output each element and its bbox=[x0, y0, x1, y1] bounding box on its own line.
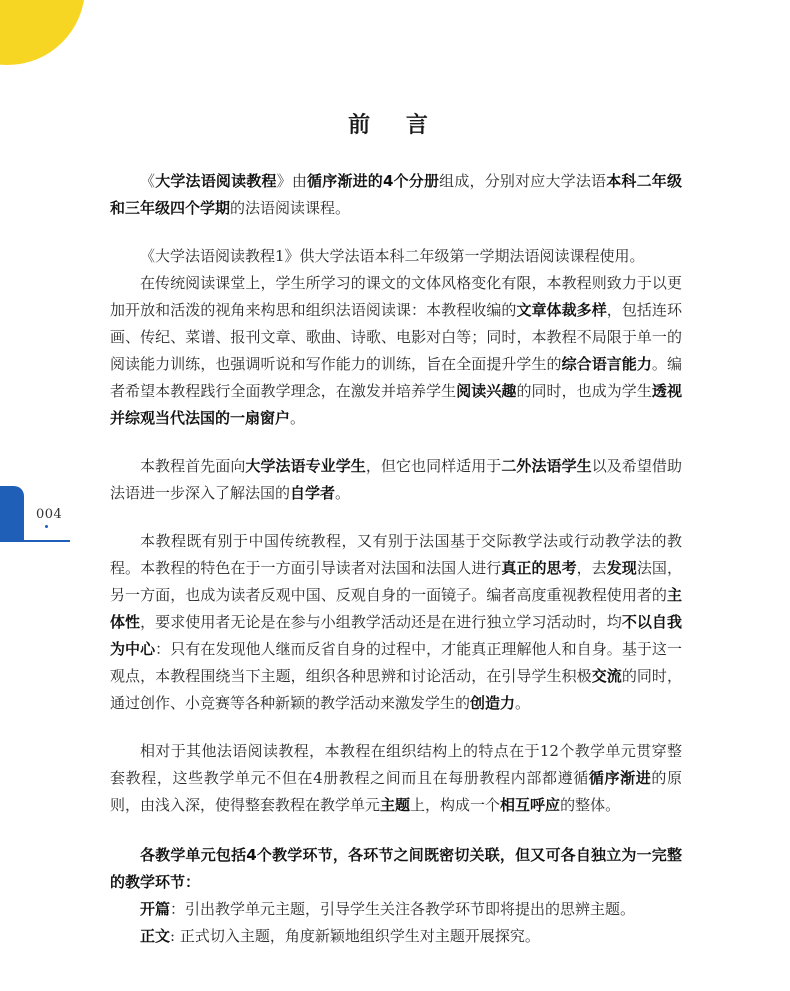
paragraph-spacer bbox=[110, 222, 682, 243]
text-run: 的整体。 bbox=[560, 796, 621, 814]
text-run: 。 bbox=[515, 694, 531, 712]
paragraph-spacer bbox=[110, 507, 682, 528]
text-run: 的原则，由浅入深，使得整套教程在教学单元 bbox=[110, 769, 682, 814]
paragraph bbox=[110, 528, 682, 717]
bold-text: 正文 bbox=[140, 927, 171, 945]
text-run: ，去 bbox=[576, 559, 607, 577]
text-run: 。编者希望本教程践行全面教学理念，在激发并培养学生 bbox=[110, 355, 682, 400]
bold-text: 透视并综观当代法国的一扇窗户 bbox=[110, 382, 682, 427]
paragraph-spacer bbox=[110, 717, 682, 738]
yellow-corner-circle bbox=[0, 0, 85, 65]
page-title: 前 言 bbox=[348, 111, 442, 138]
bold-text: 不以自我为中心 bbox=[110, 613, 682, 658]
text-run: 组成，分别对应大学法语 bbox=[439, 172, 607, 190]
bold-text: 自学者 bbox=[290, 484, 336, 502]
text-run: : 正式切入主题，角度新颖地组织学生对主题开展探究。 bbox=[170, 927, 540, 945]
bold-text: 创造力 bbox=[470, 694, 516, 712]
bold-text: 大学法语阅读教程 bbox=[155, 172, 277, 190]
text-run: 《大学法语阅读教程1》供大学法语本科二年级第一学期法语阅读课程使用。 bbox=[140, 247, 645, 265]
text-run: 的同时，通过创作、小竞赛等各种新颖的教学活动来激发学生的 bbox=[110, 667, 682, 712]
text-run: 。 bbox=[335, 484, 351, 502]
paragraph bbox=[110, 270, 682, 432]
text-run: 本教程首先面向 bbox=[140, 457, 246, 475]
paragraph bbox=[110, 923, 682, 950]
bold-text: 主体性 bbox=[110, 586, 682, 631]
text-run: 以及希望借助法语进一步深入了解法国的 bbox=[110, 457, 682, 502]
paragraph bbox=[110, 738, 682, 819]
paragraph bbox=[110, 896, 682, 923]
text-run: ，要求使用者无论是在参与小组教学活动还是在进行独立学习活动时，均 bbox=[140, 613, 622, 631]
bold-text: 发现 bbox=[606, 559, 637, 577]
bold-text: 综合语言能力 bbox=[561, 355, 652, 373]
page-number-rule bbox=[0, 540, 70, 542]
bold-text: 大学法语专业学生 bbox=[245, 457, 366, 475]
bold-text: 真正的思考 bbox=[501, 559, 577, 577]
bold-text: 循序渐进 bbox=[588, 769, 652, 787]
bold-text: 本科二年级和三年级四个学期 bbox=[110, 172, 682, 217]
paragraph bbox=[110, 243, 682, 270]
text-run: ，但它也同样适用于 bbox=[365, 457, 502, 475]
page-number-dot bbox=[45, 525, 48, 528]
text-run: 《 bbox=[140, 172, 156, 190]
bold-text: 相互呼应 bbox=[500, 796, 561, 814]
bold-text: 各教学单元包括4个教学环节，各环节之间既密切关联，但又可各自独立为一完整的教学环节： bbox=[110, 846, 682, 891]
text-run: 相对于其他法语阅读教程，本教程在组织结构上的特点在于12个教学单元贯穿整套教程，这些教学单元不但在4册教程之间而且在每册教程内部都遵循 bbox=[110, 742, 682, 787]
text-run: 在传统阅读课堂上，学生所学习的课文的文体风格变化有限，本教程则致力于以更加开放和活泼的视角来构思和组织法语阅读课：本教程收编的 bbox=[110, 274, 682, 319]
text-run: 的同时，也成为学生 bbox=[516, 382, 652, 400]
bold-text: 阅读兴趣 bbox=[456, 382, 517, 400]
text-run: 的法语阅读课程。 bbox=[230, 199, 351, 217]
text-run: 法国，另一方面，也成为读者反观中国、反观自身的一面镜子。编者高度重视教程使用者的 bbox=[110, 559, 682, 604]
text-run: 。 bbox=[290, 409, 306, 427]
bold-text: 文章体裁多样 bbox=[516, 301, 607, 319]
page-number: 004 bbox=[36, 507, 63, 522]
text-run: ，包括连环画、传纪、菜谱、报刊文章、歌曲、诗歌、电影对白等；同时，本教程不局限于单一的阅读能力训练，也强调听说和写作能力的训练，旨在全面提升学生的 bbox=[110, 301, 682, 373]
bold-text: 开篇 bbox=[140, 900, 171, 918]
text-run: 上，构成一个 bbox=[410, 796, 501, 814]
paragraph bbox=[110, 842, 682, 896]
bold-text: 循序渐进的4个分册 bbox=[307, 172, 440, 190]
paragraph bbox=[110, 168, 682, 222]
bold-text: 交流 bbox=[591, 667, 622, 685]
bold-text: 二外法语学生 bbox=[501, 457, 592, 475]
text-run: ：引出教学单元主题，引导学生关注各教学环节即将提出的思辨主题。 bbox=[170, 900, 636, 918]
text-run: 本教程既有别于中国传统教程，又有别于法国基于交际教学法或行动教学法的教程。本教程的特色在于一方面引导读者对法国和法国人进行 bbox=[110, 532, 682, 577]
text-run: 》由 bbox=[276, 172, 308, 190]
blue-side-tab bbox=[0, 486, 24, 540]
bold-text: 主题 bbox=[380, 796, 411, 814]
preface-body bbox=[110, 168, 682, 950]
paragraph bbox=[110, 453, 682, 507]
text-run: ：只有在发现他人继而反省自身的过程中，才能真正理解他人和自身。基于这一观点，本教程围绕当下主题，组织各种思辨和讨论活动，在引导学生积极 bbox=[110, 640, 682, 685]
paragraph-spacer bbox=[110, 819, 682, 842]
paragraph-spacer bbox=[110, 432, 682, 453]
